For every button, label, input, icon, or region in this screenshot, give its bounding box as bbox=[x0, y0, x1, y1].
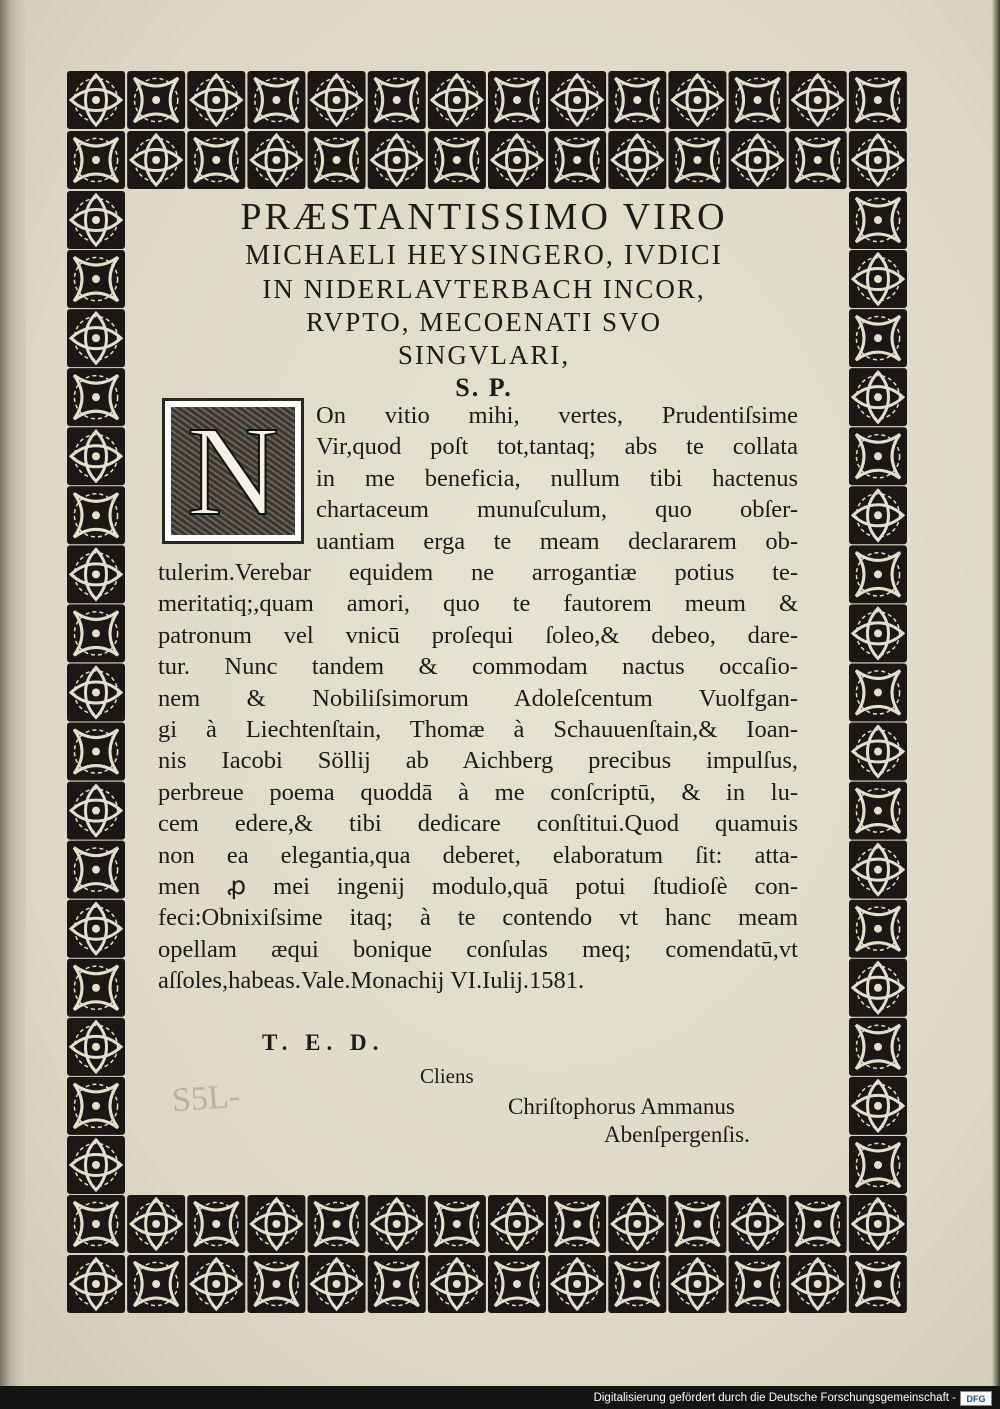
body-line: meritatiq;,quam amori, quo te fautorem meum & bbox=[158, 590, 798, 618]
title-line: MICHAELI HEYSINGERO, IVDICI bbox=[245, 240, 723, 271]
ornament-tile bbox=[67, 71, 125, 129]
ornament-tile bbox=[849, 604, 907, 662]
ornament-tile bbox=[368, 71, 426, 129]
ornament-tile bbox=[368, 131, 426, 189]
body-line: perbreue poema quoddā à me conſcriptū, & in lu- bbox=[158, 778, 798, 806]
ornament-tile bbox=[849, 663, 907, 721]
ornament-tile bbox=[308, 1255, 366, 1313]
ornament-tile bbox=[67, 427, 125, 485]
ornament-tile bbox=[67, 250, 125, 308]
ornament-tile bbox=[608, 131, 666, 189]
ornament-tile bbox=[368, 1255, 426, 1313]
ornament-tile bbox=[127, 1195, 185, 1253]
ornament-tile bbox=[548, 1195, 606, 1253]
ornament-tile bbox=[729, 1195, 787, 1253]
ornament-tile bbox=[849, 427, 907, 485]
ornament-tile bbox=[849, 131, 907, 189]
ornament-tile bbox=[67, 604, 125, 662]
initial-letter: N bbox=[186, 400, 280, 542]
ornament-tile bbox=[849, 1136, 907, 1194]
signature-name: Chriſtophorus Ammanus bbox=[508, 1094, 735, 1119]
title-line: IN NIDERLAVTERBACH INCOR, bbox=[262, 274, 706, 304]
body-line: uantiam erga te meam declararem ob- bbox=[316, 527, 798, 555]
ornament-tile bbox=[789, 1195, 847, 1253]
ornament-tile bbox=[849, 1195, 907, 1253]
title-line: SINGVLARI, bbox=[397, 340, 571, 370]
ornament-tile bbox=[368, 1195, 426, 1253]
decorated-initial bbox=[162, 398, 304, 544]
ornament-tile bbox=[247, 1195, 305, 1253]
ornament-tile bbox=[127, 71, 185, 129]
body-line: On vitio mihi, vertes, Prudentiſsime bbox=[316, 402, 798, 429]
ornament-tile bbox=[127, 1255, 185, 1313]
title-line: PRÆSTANTISSIMO VIRO bbox=[240, 196, 728, 238]
ornament-tile bbox=[849, 71, 907, 129]
ornament-tile bbox=[548, 1255, 606, 1313]
body-line: tulerim.Verebar equidem ne arrogantiæ potius te- bbox=[158, 559, 798, 586]
ornament-tile bbox=[849, 191, 907, 249]
shelfmark-stamp: S5L- bbox=[170, 1077, 242, 1120]
body-line: patronum vel vnicū proſequi ſoleo,& debeo, dare- bbox=[158, 621, 798, 649]
ornament-tile bbox=[247, 1255, 305, 1313]
body-line: Vir,quod poſt tot,tantaq; abs te collata bbox=[316, 433, 798, 461]
ornament-tile bbox=[668, 71, 726, 129]
cliens-label: Cliens bbox=[420, 1064, 474, 1088]
dfg-logo: DFG bbox=[960, 1391, 992, 1406]
ornament-tile bbox=[849, 1018, 907, 1076]
body-line: aſſoles,habeas.Vale.Monachij VI.Iulij.1581. bbox=[158, 967, 585, 995]
ornament-tile bbox=[488, 131, 546, 189]
ornament-tile bbox=[548, 131, 606, 189]
body-line: nis Iacobi Söllij ab Aichberg precibus impulſus, bbox=[158, 747, 798, 775]
ornament-tile bbox=[428, 131, 486, 189]
ornament-tile bbox=[308, 131, 366, 189]
ornament-tile bbox=[849, 250, 907, 308]
signature-place: Abenſpergenſis. bbox=[604, 1122, 750, 1147]
body-line: cem edere,& tibi dedicare conſtitui.Quod quamuis bbox=[158, 810, 798, 838]
ornament-tile bbox=[67, 1077, 125, 1135]
title-line: RVPTO, MECOENATI SVO bbox=[305, 307, 663, 337]
ornament-tile bbox=[849, 841, 907, 899]
ornament-tile bbox=[127, 131, 185, 189]
ornament-tile bbox=[668, 1255, 726, 1313]
ornament-tile bbox=[849, 486, 907, 544]
ornament-tile bbox=[849, 723, 907, 781]
ornament-tile bbox=[67, 959, 125, 1017]
ornament-tile bbox=[488, 1195, 546, 1253]
body-line: non ea elegantia,qua deberet, elaboratum ſit: atta- bbox=[158, 841, 798, 869]
ornament-tile bbox=[608, 1195, 666, 1253]
ornament-tile bbox=[789, 131, 847, 189]
ornament-tile bbox=[187, 71, 245, 129]
body-line: feci:Obnixiſsime itaq; à te contendo vt hanc meam bbox=[158, 904, 798, 932]
ornament-tile bbox=[849, 309, 907, 367]
ornament-tile bbox=[849, 959, 907, 1017]
ornament-tile bbox=[67, 723, 125, 781]
ornament-tile bbox=[849, 1077, 907, 1135]
body-line: opellam æqui bonique conſulas meq; comendatū,vt bbox=[158, 935, 798, 963]
ornament-tile bbox=[67, 1018, 125, 1076]
ornament-tile bbox=[67, 1255, 125, 1313]
ornament-tile bbox=[67, 309, 125, 367]
ornament-tile bbox=[668, 1195, 726, 1253]
ornament-tile bbox=[67, 663, 125, 721]
ornament-tile bbox=[67, 191, 125, 249]
ornament-tile bbox=[308, 1195, 366, 1253]
ornament-tile bbox=[789, 1255, 847, 1313]
ornament-tile bbox=[67, 841, 125, 899]
ornament-tile bbox=[729, 1255, 787, 1313]
ornament-tile bbox=[849, 782, 907, 840]
ornament-tile bbox=[488, 1255, 546, 1313]
salutation: S. P. bbox=[455, 373, 513, 402]
funding-credit: Digitalisierung gefördert durch die Deutsche Forschungsgemeinschaft - bbox=[593, 1392, 956, 1404]
ornament-tile bbox=[247, 71, 305, 129]
body-line: chartaceum munuſculum, quo obſer- bbox=[316, 496, 798, 524]
ornament-tile bbox=[849, 1255, 907, 1313]
ornament-tile bbox=[849, 900, 907, 958]
ornament-tile bbox=[67, 1195, 125, 1253]
signoff: T. E. D. bbox=[262, 1030, 385, 1055]
ornament-tile bbox=[789, 71, 847, 129]
ornament-tile bbox=[308, 71, 366, 129]
ornament-tile bbox=[488, 71, 546, 129]
ornament-tile bbox=[428, 71, 486, 129]
ornament-tile bbox=[67, 486, 125, 544]
body-line: nem & Nobiliſsimorum Adoleſcentum Vuolfgan- bbox=[158, 684, 798, 712]
ornament-tile bbox=[849, 545, 907, 603]
ornament-tile bbox=[187, 1255, 245, 1313]
book-gutter bbox=[0, 0, 26, 1386]
ornament-tile bbox=[67, 131, 125, 189]
ornament-tile bbox=[187, 131, 245, 189]
ornament-tile bbox=[67, 900, 125, 958]
ornament-tile bbox=[67, 782, 125, 840]
ornament-tile bbox=[67, 368, 125, 426]
body-line: tur. Nunc tandem & commodam nactus occaſio- bbox=[158, 653, 798, 681]
page-edge bbox=[992, 0, 1000, 1386]
ornament-tile bbox=[608, 71, 666, 129]
ornament-tile bbox=[608, 1255, 666, 1313]
ornament-tile bbox=[428, 1195, 486, 1253]
ornament-tile bbox=[67, 1136, 125, 1194]
ornament-tile bbox=[849, 368, 907, 426]
body-line: men ꝓ mei ingenij modulo,quā potui ſtudioſè con- bbox=[158, 873, 798, 900]
ornament-tile bbox=[729, 131, 787, 189]
body-line: gi à Liechtenſtain, Thomæ à Schauuenſtain,& Ioan- bbox=[158, 716, 798, 743]
ornament-tile bbox=[668, 131, 726, 189]
ornament-tile bbox=[729, 71, 787, 129]
ornament-tile bbox=[187, 1195, 245, 1253]
ornament-tile bbox=[67, 545, 125, 603]
ornament-tile bbox=[247, 131, 305, 189]
body-line: in me beneficia, nullum tibi hactenus bbox=[316, 464, 798, 492]
dedication-text bbox=[158, 190, 810, 1150]
digitization-footer bbox=[0, 1390, 1000, 1409]
ornament-tile bbox=[428, 1255, 486, 1313]
ornament-tile bbox=[548, 71, 606, 129]
